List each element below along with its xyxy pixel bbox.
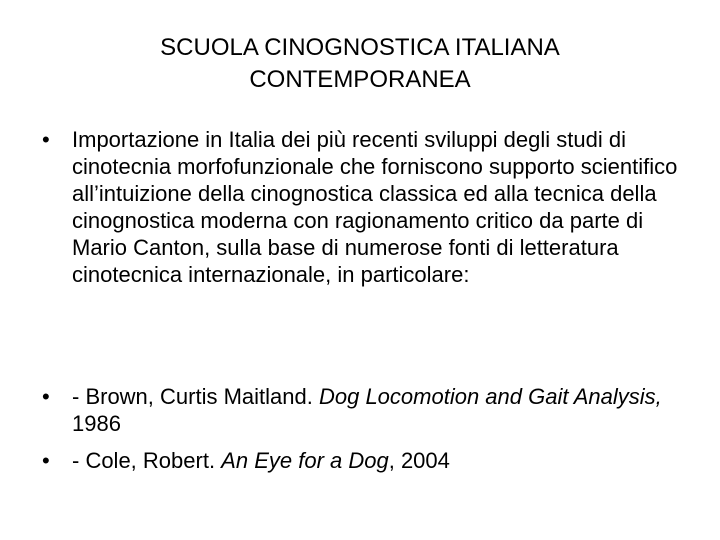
slide-title-line-2: CONTEMPORANEA — [249, 66, 471, 93]
reference-item — [40, 383, 700, 437]
bullet-icon: • — [42, 127, 50, 152]
slide-title-line-1: SCUOLA CINOGNOSTICA ITALIANA — [160, 34, 560, 61]
references-list — [40, 383, 700, 474]
intro-bullet — [40, 126, 700, 288]
reference-year: , 2004 — [388, 448, 450, 473]
intro-list — [40, 126, 700, 288]
reference-year: 1986 — [72, 411, 121, 436]
reference-work-title: An Eye for a Dog — [221, 448, 389, 473]
reference-prefix: - Brown, Curtis Maitland. — [72, 384, 319, 409]
intro-text: Importazione in Italia dei più recenti sviluppi degli studi di cinotecnia morfofunzionale che forniscono supporto scientifico all’intuizione della cinognostica classica ed alla tecnica della cinognostica moderna con ragionamento critico da parte di Mario Canton, sulla base di numerose fonti di letteratura cinotecnica internazionale, in particolare: — [72, 127, 678, 287]
reference-work-title: Dog Locomotion and Gait Analysis, — [318, 384, 662, 409]
reference-prefix: - Cole, Robert. — [72, 448, 222, 473]
reference-item — [40, 447, 700, 474]
bullet-icon: • — [42, 448, 50, 473]
slide-title — [40, 32, 680, 96]
bullet-icon: • — [42, 384, 50, 409]
